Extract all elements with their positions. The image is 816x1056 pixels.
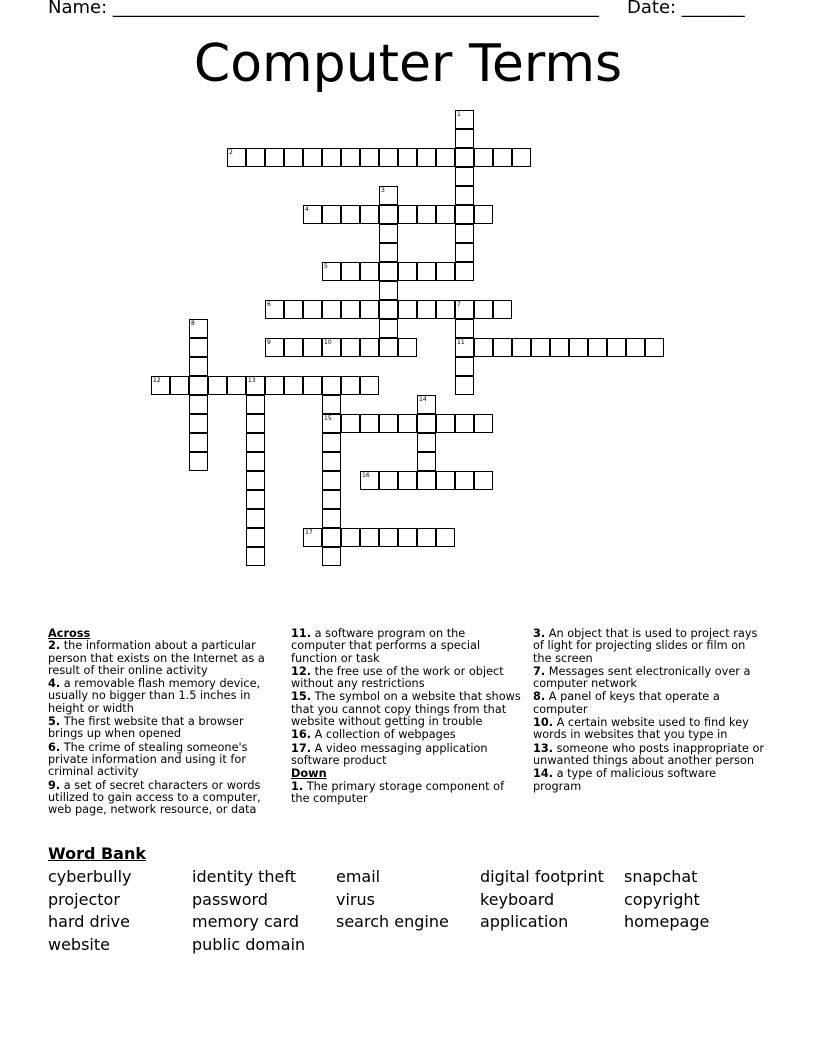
word-bank-item: virus (336, 889, 375, 909)
grid-cell[interactable] (455, 186, 474, 205)
grid-cell[interactable] (265, 148, 284, 167)
grid-cell[interactable] (398, 300, 417, 319)
grid-cell[interactable] (417, 528, 436, 547)
clue-number: 1 (457, 111, 461, 118)
grid-cell[interactable] (417, 300, 436, 319)
date-field[interactable]: Date: _______ (627, 0, 745, 18)
grid-cell[interactable] (455, 376, 474, 395)
name-field[interactable]: Name: ______________________________________________________ (48, 0, 599, 18)
clue-number: 3 (381, 187, 385, 194)
clues-column-2 (291, 628, 523, 806)
grid-cell[interactable] (436, 414, 455, 433)
grid-cell[interactable] (360, 376, 379, 395)
word-bank-item: password (192, 889, 268, 909)
word-bank-item: public domain (192, 935, 306, 955)
grid-cell[interactable] (246, 376, 265, 395)
grid-cell[interactable] (455, 300, 474, 319)
clue-across-9: 9. a set of secret characters or words utilized to gain access to a computer, web page, network resource, or data (48, 778, 261, 817)
word-bank-item: application (480, 912, 569, 932)
grid-cell[interactable] (379, 243, 398, 262)
grid-cell[interactable] (322, 376, 341, 395)
grid-cell[interactable] (189, 395, 208, 414)
grid-cell[interactable] (246, 433, 265, 452)
grid-cell[interactable] (189, 376, 208, 395)
grid-cell[interactable] (189, 319, 208, 338)
grid-cell[interactable] (398, 205, 417, 224)
word-bank-item: projector (48, 889, 120, 909)
clue-number: 10 (324, 339, 332, 346)
grid-cell[interactable] (322, 262, 341, 281)
grid-cell[interactable] (303, 528, 322, 547)
grid-cell[interactable] (398, 528, 417, 547)
clue-number: 13 (248, 377, 256, 384)
grid-cell[interactable] (417, 395, 436, 414)
grid-cell[interactable] (436, 262, 455, 281)
grid-cell[interactable] (436, 471, 455, 490)
clue-number: 11 (457, 339, 465, 346)
grid-cell[interactable] (341, 262, 360, 281)
grid-cell[interactable] (284, 148, 303, 167)
grid-cell[interactable] (455, 471, 474, 490)
grid-cell[interactable] (322, 509, 341, 528)
grid-cell[interactable] (246, 148, 265, 167)
grid-cell[interactable] (379, 186, 398, 205)
word-bank-item: website (48, 935, 110, 955)
grid-cell[interactable] (398, 471, 417, 490)
grid-cell[interactable] (455, 243, 474, 262)
grid-cell[interactable] (360, 262, 379, 281)
grid-cell[interactable] (246, 547, 265, 566)
grid-cell[interactable] (398, 148, 417, 167)
word-bank-item: cyberbully (48, 867, 132, 886)
grid-cell[interactable] (322, 433, 341, 452)
clue-across-4: 4. a removable flash memory device, usually no bigger than 1.5 inches in height or width (48, 677, 261, 715)
word-bank-item: identity theft (192, 867, 297, 886)
word-bank-item: digital footprint (480, 867, 604, 886)
clue-across-5: 5. The first website that a browser brings up when opened (48, 715, 244, 741)
clue-across-16: 16. A collection of webpages (291, 728, 456, 742)
grid-cell[interactable] (360, 300, 379, 319)
grid-cell[interactable] (322, 148, 341, 167)
grid-cell[interactable] (322, 395, 341, 414)
grid-cell[interactable] (341, 300, 360, 319)
grid-cell[interactable] (341, 376, 360, 395)
grid-cell[interactable] (189, 357, 208, 376)
grid-cell[interactable] (322, 547, 341, 566)
grid-cell[interactable] (436, 528, 455, 547)
clue-across-12: 12. the free use of the work or object without any restrictions (291, 664, 504, 691)
clue-down-10: 10. A certain website used to find key words in websites that you type in (533, 716, 749, 742)
grid-cell[interactable] (360, 148, 379, 167)
grid-cell[interactable] (569, 338, 588, 357)
grid-cell[interactable] (379, 319, 398, 338)
grid-cell[interactable] (493, 300, 512, 319)
grid-cell[interactable] (303, 300, 322, 319)
clue-number: 2 (229, 149, 233, 156)
grid-cell[interactable] (398, 414, 417, 433)
grid-cell[interactable] (455, 110, 474, 129)
grid-cell[interactable] (322, 528, 341, 547)
grid-cell[interactable] (550, 338, 569, 357)
grid-cell[interactable] (246, 509, 265, 528)
grid-cell[interactable] (474, 148, 493, 167)
grid-cell[interactable] (265, 376, 284, 395)
grid-cell[interactable] (189, 414, 208, 433)
grid-cell[interactable] (417, 433, 436, 452)
grid-cell[interactable] (512, 148, 531, 167)
grid-cell[interactable] (417, 148, 436, 167)
grid-cell[interactable] (360, 528, 379, 547)
clues-column-1 (48, 628, 280, 817)
grid-cell[interactable] (645, 338, 664, 357)
grid-cell[interactable] (417, 414, 436, 433)
grid-cell[interactable] (303, 376, 322, 395)
clue-across-15: 15. The symbol on a website that shows that you cannot copy things from that website without getting in trouble (291, 690, 521, 729)
grid-cell[interactable] (189, 338, 208, 357)
grid-cell[interactable] (455, 129, 474, 148)
clue-number: 14 (419, 396, 427, 403)
clue-down-14: 14. a type of malicious software program (533, 767, 717, 793)
clue-down-3: 3. An object that is used to project rays of light for projecting slides or film on the screen (533, 627, 758, 665)
grid-cell[interactable] (531, 338, 550, 357)
grid-cell[interactable] (474, 338, 493, 357)
across-heading: Across (48, 627, 91, 640)
grid-cell[interactable] (379, 300, 398, 319)
grid-cell[interactable] (379, 471, 398, 490)
grid-cell[interactable] (341, 148, 360, 167)
grid-cell[interactable] (322, 471, 341, 490)
grid-cell[interactable] (360, 414, 379, 433)
grid-cell[interactable] (379, 338, 398, 357)
grid-cell[interactable] (417, 205, 436, 224)
grid-cell[interactable] (436, 148, 455, 167)
clue-number: 7 (457, 301, 461, 308)
grid-cell[interactable] (341, 414, 360, 433)
grid-cell[interactable] (227, 376, 246, 395)
grid-cell[interactable] (607, 338, 626, 357)
grid-cell[interactable] (322, 205, 341, 224)
word-bank-item: email (336, 867, 381, 886)
grid-cell[interactable] (455, 224, 474, 243)
grid-cell[interactable] (322, 338, 341, 357)
clue-across-11: 11. a software program on the computer that performs a special function or task (291, 627, 481, 665)
grid-cell[interactable] (455, 338, 474, 357)
clue-down-1: 1. The primary storage component of the computer (291, 779, 505, 805)
page-title: Computer Terms (193, 34, 623, 94)
grid-cell[interactable] (379, 528, 398, 547)
grid-cell[interactable] (360, 471, 379, 490)
grid-cell[interactable] (170, 376, 189, 395)
grid-cell[interactable] (246, 452, 265, 471)
clue-number: 8 (191, 320, 195, 327)
grid-cell[interactable] (303, 148, 322, 167)
grid-cell[interactable] (246, 471, 265, 490)
grid-cell[interactable] (455, 414, 474, 433)
clue-across-17: 17. A video messaging application software product (291, 741, 488, 767)
grid-cell[interactable] (303, 205, 322, 224)
clue-number: 12 (153, 377, 161, 384)
word-bank-item: search engine (336, 912, 449, 932)
grid-cell[interactable] (189, 433, 208, 452)
grid-cell[interactable] (379, 205, 398, 224)
grid-cell[interactable] (512, 338, 531, 357)
grid-cell[interactable] (360, 205, 379, 224)
word-bank-item: keyboard (480, 889, 555, 909)
grid-cell[interactable] (322, 490, 341, 509)
clue-number: 17 (305, 529, 313, 536)
grid-cell[interactable] (265, 338, 284, 357)
grid-cell[interactable] (455, 148, 474, 167)
grid-cell[interactable] (474, 471, 493, 490)
grid-cell[interactable] (341, 528, 360, 547)
grid-cell[interactable] (474, 205, 493, 224)
word-bank-item: homepage (624, 912, 710, 932)
grid-cell[interactable] (379, 281, 398, 300)
grid-cell[interactable] (455, 167, 474, 186)
grid-cell[interactable] (322, 452, 341, 471)
grid-cell[interactable] (398, 338, 417, 357)
grid-cell[interactable] (246, 528, 265, 547)
grid-cell[interactable] (398, 262, 417, 281)
grid-cell[interactable] (436, 300, 455, 319)
grid-cell[interactable] (588, 338, 607, 357)
grid-cell[interactable] (303, 338, 322, 357)
grid-cell[interactable] (379, 262, 398, 281)
grid-cell[interactable] (474, 300, 493, 319)
clue-across-2: 2. the information about a particular person that exists on the Internet as a result of their online activity (48, 639, 265, 677)
grid-cell[interactable] (227, 148, 246, 167)
word-bank-item: copyright (624, 889, 700, 909)
grid-cell[interactable] (265, 300, 284, 319)
clue-down-8: 8. A panel of keys that operate a computer (533, 690, 720, 716)
clue-number: 4 (305, 206, 309, 213)
grid-cell[interactable] (246, 414, 265, 433)
grid-cell[interactable] (189, 452, 208, 471)
grid-cell[interactable] (379, 414, 398, 433)
grid-cell[interactable] (246, 490, 265, 509)
grid-cell[interactable] (455, 205, 474, 224)
grid-cell[interactable] (493, 148, 512, 167)
grid-cell[interactable] (360, 338, 379, 357)
grid-cell[interactable] (379, 224, 398, 243)
grid-cell[interactable] (455, 262, 474, 281)
clue-across-6: 6. The crime of stealing someone's private information and using it for criminal activity (48, 740, 248, 779)
clue-number: 15 (324, 415, 332, 422)
grid-cell[interactable] (379, 148, 398, 167)
grid-cell[interactable] (341, 205, 360, 224)
grid-cell[interactable] (417, 262, 436, 281)
grid-cell[interactable] (151, 376, 170, 395)
grid-cell[interactable] (626, 338, 645, 357)
clue-down-7: 7. Messages sent electronically over a computer network (533, 664, 751, 691)
grid-cell[interactable] (455, 357, 474, 376)
grid-cell[interactable] (208, 376, 227, 395)
clue-down-13: 13. someone who posts inappropriate or unwanted things about another person (533, 741, 765, 767)
grid-cell[interactable] (417, 452, 436, 471)
grid-cell[interactable] (474, 414, 493, 433)
grid-cell[interactable] (455, 319, 474, 338)
clue-number: 9 (267, 339, 271, 346)
word-bank-item: snapchat (624, 867, 698, 886)
clue-number: 16 (362, 472, 370, 479)
grid-cell[interactable] (284, 338, 303, 357)
grid-cell[interactable] (284, 376, 303, 395)
down-heading: Down (291, 767, 327, 781)
grid-cell[interactable] (341, 338, 360, 357)
clue-number: 5 (324, 263, 328, 270)
word-bank-item: memory card (192, 912, 299, 932)
word-bank-item: hard drive (48, 912, 130, 932)
clues-column-3 (533, 628, 765, 794)
grid-cell[interactable] (322, 414, 341, 433)
grid-cell[interactable] (493, 338, 512, 357)
grid-cell[interactable] (322, 300, 341, 319)
grid-cell[interactable] (284, 300, 303, 319)
word-bank-title: Word Bank (48, 844, 147, 863)
grid-cell[interactable] (436, 205, 455, 224)
clue-number: 6 (267, 301, 271, 308)
grid-cell[interactable] (417, 471, 436, 490)
grid-cell[interactable] (246, 395, 265, 414)
